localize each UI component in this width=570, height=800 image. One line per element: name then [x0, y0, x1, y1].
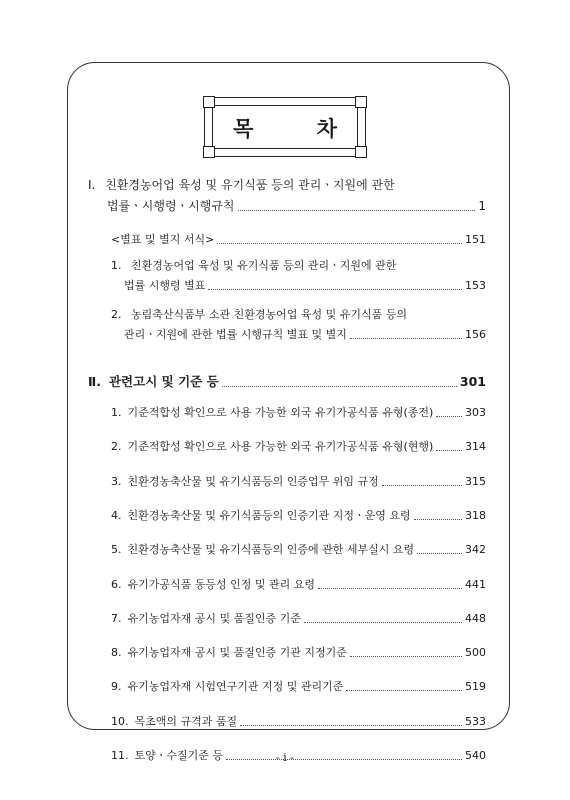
- page-number: 533: [465, 714, 486, 728]
- entry-text: 기준적합성 확인으로 사용 가능한 외국 유기가공식품 유형(현행): [127, 440, 434, 454]
- entry-text: 유기가공식품 동등성 인정 및 관리 요령: [127, 577, 315, 591]
- page-frame: [67, 62, 510, 730]
- toc-entry[interactable]: [111, 438, 486, 454]
- page-number: 315: [465, 474, 486, 488]
- toc-entry-2-line2[interactable]: [124, 326, 486, 342]
- corner-ornament: [355, 96, 367, 108]
- entry-number: 2.: [111, 440, 122, 454]
- section1-title-line2: 법률ㆍ시행령ㆍ시행규칙: [107, 199, 235, 213]
- entry-number: 8.: [111, 646, 122, 660]
- section2-roman: Ⅱ.: [88, 374, 101, 389]
- section2-title: 관련고시 및 기준 등: [108, 374, 219, 389]
- dot-leader: [238, 209, 476, 211]
- entry-number: 2.: [111, 308, 122, 321]
- entry-text: 유기농업자재 시험연구기관 지정 및 관리기준: [127, 680, 344, 694]
- toc-entry[interactable]: [111, 576, 486, 592]
- page-number: 1: [478, 199, 486, 213]
- page-footer: - i -: [276, 751, 294, 764]
- dot-leader: [208, 288, 462, 290]
- section1-title-line1: 친환경농어업 육성 및 유기식품 등의 관리ㆍ지원에 관한: [105, 178, 395, 192]
- corner-ornament: [355, 146, 367, 158]
- dot-leader: [217, 242, 462, 244]
- entry-text: 친환경농축산물 및 유기식품등의 인증에 관한 세부실시 요령: [127, 543, 415, 557]
- title-box: [204, 97, 366, 157]
- section1-title-row[interactable]: [107, 197, 486, 214]
- dot-leader: [346, 689, 462, 691]
- toc-entry[interactable]: [111, 644, 486, 660]
- entry-number: 9.: [111, 680, 122, 694]
- dot-leader: [350, 337, 462, 339]
- entry-text: 친환경농축산물 및 유기식품등의 인증기관 지정ㆍ운영 요령: [127, 508, 411, 522]
- entry-number: 6.: [111, 577, 122, 591]
- section1-heading[interactable]: [88, 176, 395, 193]
- page-number: 303: [465, 406, 486, 419]
- entry-number: 11.: [111, 749, 129, 762]
- page-number: 151: [465, 233, 486, 246]
- page-number: 156: [465, 328, 486, 341]
- dot-leader: [222, 385, 457, 387]
- dot-leader: [436, 415, 462, 417]
- entry-number: 1.: [111, 406, 122, 419]
- dot-leader: [417, 552, 462, 554]
- corner-ornament: [203, 96, 215, 108]
- entry-text: 목초액의 규격과 품질: [134, 714, 238, 728]
- entry-text: 유기농업자재 공시 및 품질인증 기준: [127, 611, 301, 625]
- page-number: 540: [465, 749, 486, 762]
- page-title: 목 차: [233, 116, 365, 141]
- toc-entry-1-line2[interactable]: [124, 277, 486, 293]
- dot-leader: [414, 518, 462, 520]
- dot-leader: [350, 655, 462, 657]
- entry-number: 10.: [111, 714, 129, 728]
- toc-entry[interactable]: [111, 713, 486, 729]
- page-number: 318: [465, 508, 486, 522]
- entry-text: 농림축산식품부 소관 친환경농어업 육성 및 유기식품 등의: [131, 308, 408, 321]
- entry-text: 기준적합성 확인으로 사용 가능한 외국 유기가공식품 유형(종전): [127, 406, 434, 419]
- toc-entry[interactable]: [111, 678, 486, 694]
- page-number: 153: [465, 279, 486, 292]
- entry-number: 5.: [111, 543, 122, 557]
- page-number: 301: [459, 374, 486, 389]
- toc-entry[interactable]: [111, 404, 486, 420]
- entry-text: 친환경농어업 육성 및 유기식품 등의 관리ㆍ지원에 관한: [131, 259, 397, 272]
- dot-leader: [304, 621, 462, 623]
- page-number: 519: [465, 680, 486, 694]
- entry-text: <별표 및 별지 서식>: [111, 233, 215, 246]
- toc-entry-forms[interactable]: [111, 231, 486, 247]
- entry-text: 친환경농축산물 및 유기식품등의 인증업무 위임 규정: [127, 474, 379, 488]
- page-number: 500: [465, 646, 486, 660]
- page-number: 342: [465, 543, 486, 557]
- entry-number: 3.: [111, 474, 122, 488]
- entry-text: 유기농업자재 공시 및 품질인증 기관 지정기준: [127, 646, 347, 660]
- toc-entry[interactable]: [111, 473, 486, 489]
- entry-text: 토양ㆍ수질기준 등: [134, 749, 224, 762]
- dot-leader: [318, 587, 462, 589]
- page-number: 441: [465, 577, 486, 591]
- toc-entry[interactable]: [111, 507, 486, 523]
- entry-text: 법률 시행령 별표: [124, 279, 206, 292]
- toc-entry-1-line1[interactable]: [111, 257, 396, 273]
- entry-text: 관리ㆍ지원에 관한 법률 시행규칙 별표 및 별지: [124, 328, 347, 341]
- toc-entry-2-line1[interactable]: [111, 306, 407, 322]
- section2-heading[interactable]: [88, 372, 486, 390]
- section1-roman: Ⅰ.: [88, 178, 96, 192]
- corner-ornament: [203, 146, 215, 158]
- dot-leader: [382, 484, 462, 486]
- entry-number: 4.: [111, 508, 122, 522]
- entry-number: 7.: [111, 611, 122, 625]
- toc-entry[interactable]: [111, 610, 486, 626]
- dot-leader: [436, 449, 462, 451]
- page-number: 314: [465, 440, 486, 454]
- dot-leader: [240, 724, 462, 726]
- toc-entry[interactable]: [111, 541, 486, 557]
- page-number: 448: [465, 611, 486, 625]
- entry-number: 1.: [111, 259, 122, 272]
